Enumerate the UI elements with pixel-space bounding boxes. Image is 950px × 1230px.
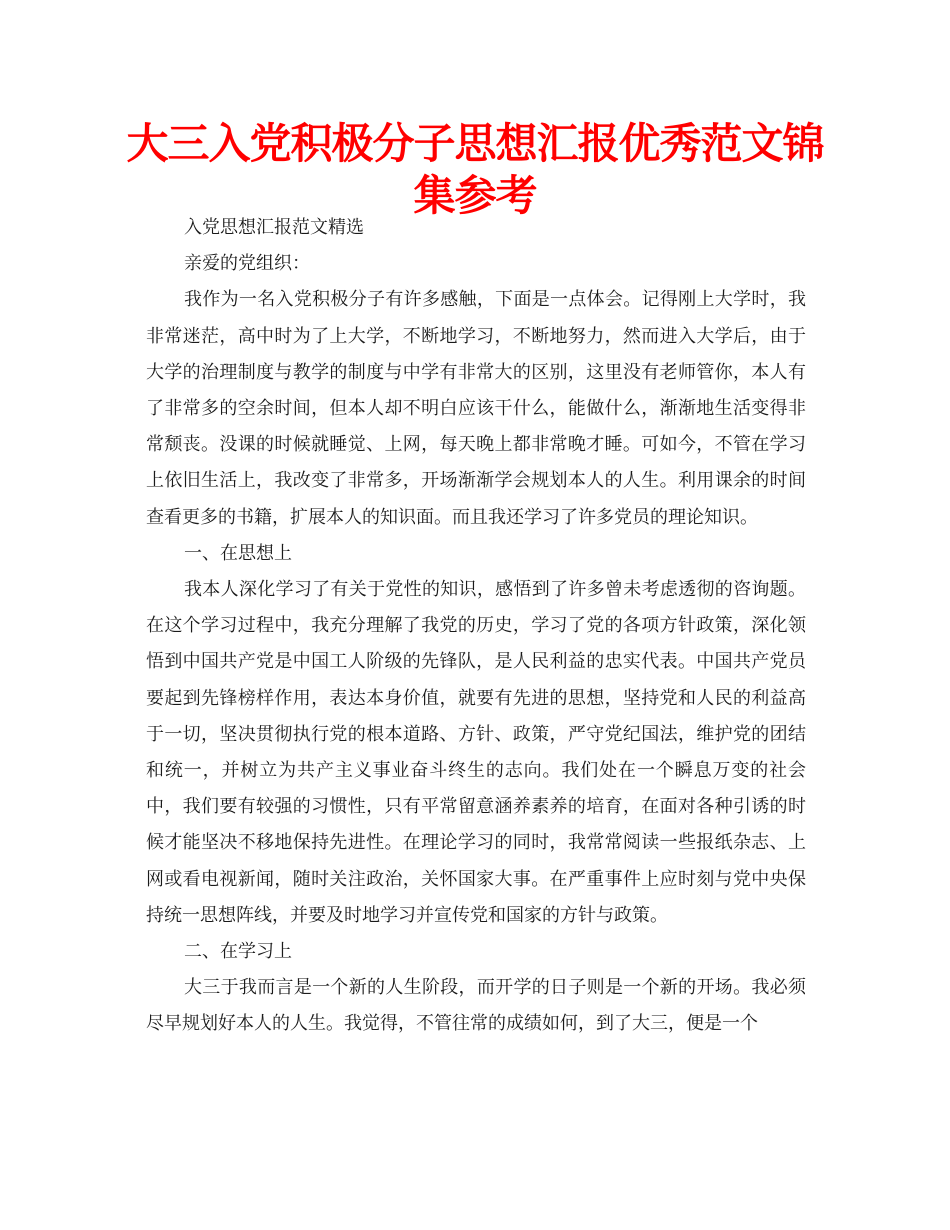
paragraph-thought: 我本人深化学习了有关于党性的知识，感悟到了许多曾未考虑透彻的咨询题。在这个学习过程中，我充分理解了我党的历史，学习了党的各项方针政策，深化领悟到中国共产党是中国工人阶级的先锋队，是人民利益的忠实代表。中国共产党员要起到先锋榜样作用，表达本身价值，就要有先进的思想，坚持党和人民的利益高于一切，坚决贯彻执行党的根本道路、方针、政策，严守党纪国法，维护党的团结和统一，并树立为共产主义事业奋斗终生的志向。我们处在一个瞬息万变的社会中，我们要有较强的习惯性，只有平常留意涵养素养的培育，在面对各种引诱的时候才能坚决不移地保持先进性。在理论学习的同时，我常常阅读一些报纸杂志、上网或看电视新闻，随时关注政治，关怀国家大事。在严重事件上应时刻与党中央保持统一思想阵线，并要及时地学习并宣传党和国家的方针与政策。	[146, 579, 806, 926]
document-body	[146, 210, 806, 1043]
paragraph-intro: 我作为一名入党积极分子有许多感触，下面是一点体会。记得刚上大学时，我非常迷茫，高中时为了上大学，不断地学习，不断地努力，然而进入大学后，由于大学的治理制度与教学的制度与中学有非常大的区别，这里没有老师管你，本人有了非常多的空余时间，但本人却不明白应该干什么，能做什么，渐渐地生活变得非常颓丧。没课的时候就睡觉、上网，每天晚上都非常晚才睡。可如今，不管在学习上依旧生活上，我改变了非常多，开场渐渐学会规划本人的人生。利用课余的时间查看更多的书籍，扩展本人的知识面。而且我还学习了许多党员的理论知识。	[146, 289, 806, 528]
document-title: 大三入党积极分子思想汇报优秀范文锦集参考	[126, 119, 824, 220]
paragraph-study: 大三于我而言是一个新的人生阶段，而开学的日子则是一个新的开场。我必须尽早规划好本人的人生。我觉得，不管往常的成绩如何，到了大三，便是一个	[146, 977, 806, 1035]
section-heading-thought: 一、在思想上	[184, 542, 292, 564]
salutation: 亲爱的党组织：	[184, 253, 310, 275]
subtitle-line: 入党思想汇报范文精选	[184, 217, 364, 238]
section-heading-study: 二、在学习上	[184, 941, 292, 963]
